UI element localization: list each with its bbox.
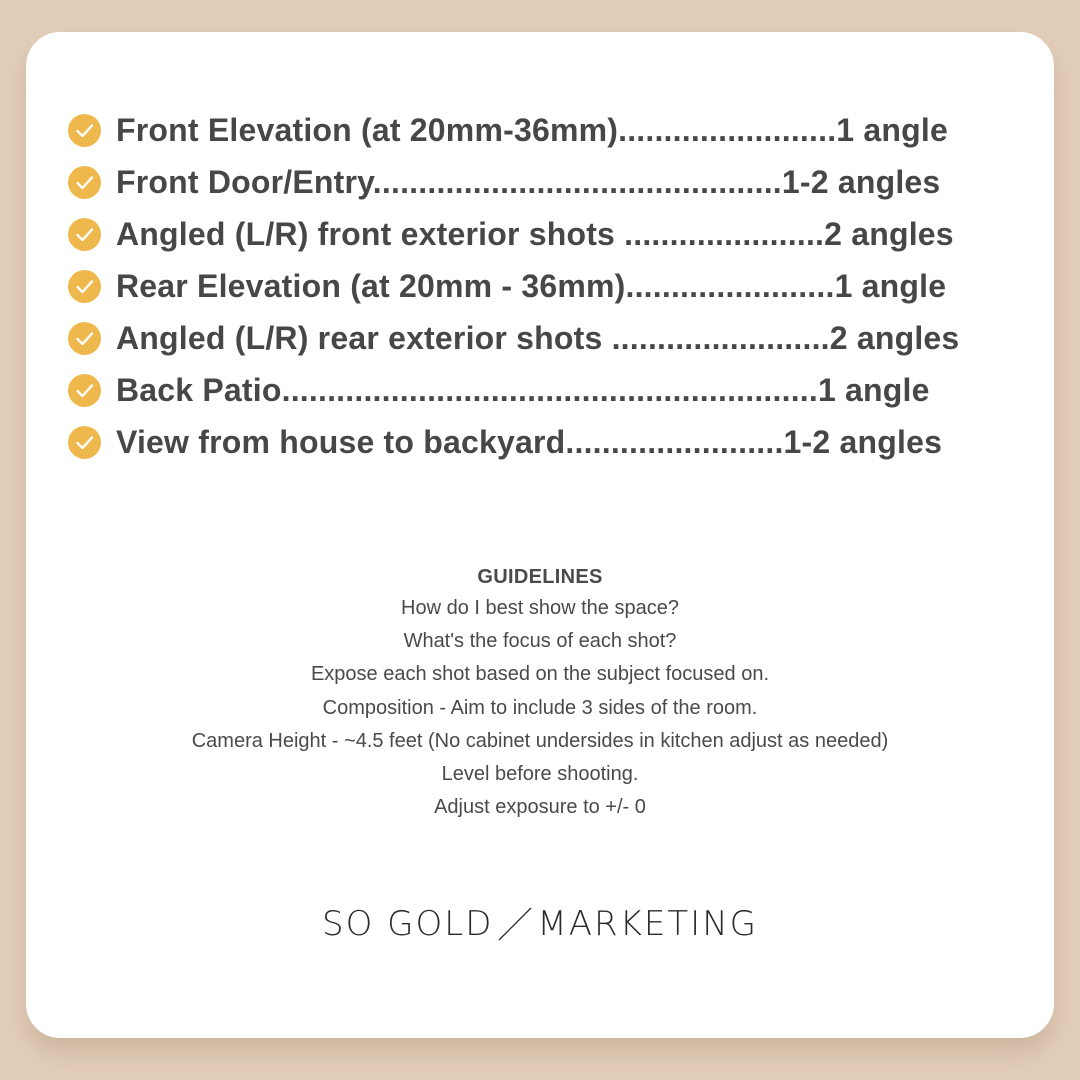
checklist-item-text: Angled (L/R) front exterior shots ......................2 angles xyxy=(116,215,954,252)
guideline-line: Camera Height - ~4.5 feet (No cabinet undersides in kitchen adjust as needed) xyxy=(191,729,889,752)
guideline-line: What's the focus of each shot? xyxy=(403,630,677,653)
logo-text-left: SO GOLD xyxy=(322,904,494,944)
guideline-line: Composition - Aim to include 3 sides of the room. xyxy=(322,696,758,719)
check-circle-icon xyxy=(68,270,101,303)
checklist-item xyxy=(68,416,959,468)
guidelines-section xyxy=(26,562,1054,824)
checklist-item-text: Rear Elevation (at 20mm - 36mm).......................1 angle xyxy=(116,267,947,304)
check-circle-icon xyxy=(68,218,101,251)
check-circle-icon xyxy=(68,426,101,459)
checklist-item xyxy=(68,312,959,364)
checklist-item xyxy=(68,208,959,260)
checklist-item xyxy=(68,156,959,208)
check-circle-icon xyxy=(68,374,101,407)
check-circle-icon xyxy=(68,322,101,355)
guideline-line: Adjust exposure to +/- 0 xyxy=(434,796,646,819)
checklist-item xyxy=(68,260,959,312)
brand-logo xyxy=(26,904,1054,944)
shot-checklist xyxy=(68,104,959,468)
checklist-item xyxy=(68,104,959,156)
guideline-line: Level before shooting. xyxy=(441,763,639,786)
checklist-item-text: Front Door/Entry.............................................1-2 angles xyxy=(116,163,941,200)
checklist-item-text: View from house to backyard........................1-2 angles xyxy=(116,423,943,460)
check-circle-icon xyxy=(68,166,101,199)
checklist-item-text: Angled (L/R) rear exterior shots ........................2 angles xyxy=(116,319,960,356)
checklist-item-text: Front Elevation (at 20mm-36mm)........................1 angle xyxy=(116,111,948,148)
guidelines-title: GUIDELINES xyxy=(477,566,603,588)
logo-text-right: MARKETING xyxy=(537,904,758,944)
checklist-item xyxy=(68,364,959,416)
checklist-item-text: Back Patio...........................................................1 angle xyxy=(116,371,930,408)
logo-slash-icon xyxy=(497,906,533,942)
guideline-line: Expose each shot based on the subject focused on. xyxy=(310,663,770,686)
guideline-line: How do I best show the space? xyxy=(401,597,679,619)
check-circle-icon xyxy=(68,114,101,147)
